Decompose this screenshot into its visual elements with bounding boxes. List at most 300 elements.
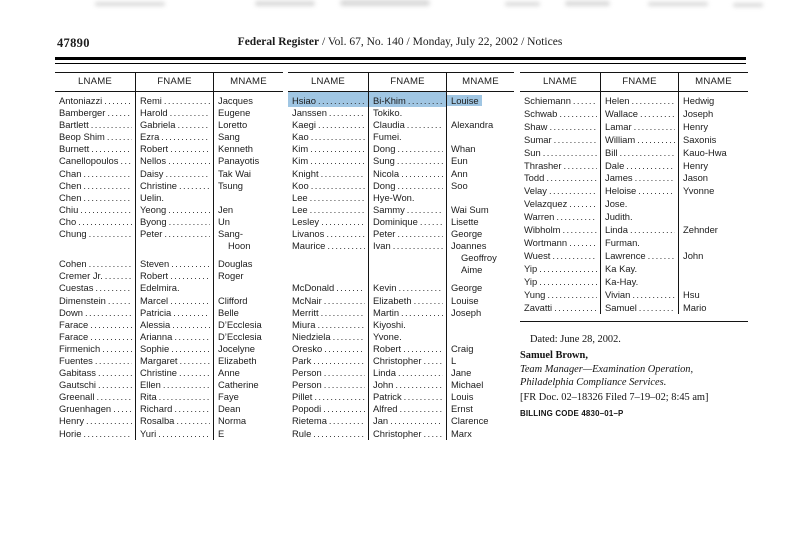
lname-cell — [520, 108, 601, 121]
table-row — [520, 92, 748, 108]
dot-leader — [327, 107, 365, 119]
fname-cell-text: Edelmira. — [140, 282, 180, 294]
fname-cell — [369, 131, 447, 143]
fname-cell-text: Ivan — [373, 240, 391, 252]
mname-cell — [447, 391, 514, 403]
fname-cell — [136, 282, 214, 294]
dot-leader — [630, 289, 675, 302]
dot-leader — [171, 307, 210, 319]
dot-leader — [550, 250, 597, 263]
dot-leader — [315, 319, 365, 331]
mname-line — [218, 403, 283, 415]
table-row — [55, 367, 283, 379]
mname-cell — [447, 428, 514, 440]
table-row — [288, 240, 514, 276]
fname-cell — [601, 147, 679, 160]
mname-column-header: MNAME — [462, 76, 499, 87]
table-row — [520, 160, 748, 173]
table-row — [288, 391, 514, 403]
lname-cell-text: Yip — [524, 262, 538, 274]
fname-cell — [136, 355, 214, 367]
dot-leader — [174, 415, 210, 427]
fname-cell — [136, 379, 214, 391]
table-row — [55, 92, 283, 107]
mname-cell — [447, 92, 514, 107]
lname-cell-text: Shaw — [524, 120, 548, 132]
mname-line — [683, 160, 748, 173]
dot-leader — [81, 168, 132, 180]
fname-cell — [136, 228, 214, 252]
lname-cell-text: Burnett — [59, 143, 90, 155]
table-row — [520, 289, 748, 302]
fname-cell — [601, 92, 679, 108]
dot-leader — [325, 240, 365, 276]
lname-cell — [288, 155, 369, 167]
mname-cell — [214, 192, 283, 204]
table-row — [55, 180, 283, 192]
fname-cell — [601, 185, 679, 198]
dot-leader — [309, 131, 365, 143]
mname-text: Douglas — [218, 258, 253, 270]
fname-cell-text: Fumei. — [373, 131, 402, 143]
fname-cell-text: Rita — [140, 391, 157, 403]
lname-cell — [55, 415, 136, 427]
table-row — [288, 155, 514, 167]
dot-leader — [118, 155, 132, 167]
signer-title-line-1: Team Manager—Examination Operation, — [520, 364, 694, 375]
lname-cell-text: Cremer Jr. — [59, 270, 103, 282]
mname-text: Soo — [451, 179, 468, 191]
fname-cell-text: Ezra — [140, 131, 160, 143]
mname-cell — [679, 302, 748, 315]
highlighted-table-row[interactable] — [288, 92, 514, 107]
mname-text: Jason — [683, 172, 709, 184]
lname-cell — [288, 276, 369, 294]
table-row — [55, 216, 283, 228]
lname-cell — [288, 216, 369, 228]
fname-cell-text: Robert — [140, 270, 169, 282]
fname-cell — [136, 92, 214, 107]
mname-line — [218, 428, 283, 440]
fname-cell — [136, 180, 214, 192]
fname-cell-text: Sung — [373, 155, 395, 167]
mname-cell — [447, 403, 514, 415]
header-rule-thick — [55, 57, 746, 60]
dot-leader — [161, 379, 210, 391]
lname-cell — [288, 391, 369, 403]
fname-cell-text: Uelin. — [140, 191, 164, 203]
fname-cell-text: Remi — [140, 95, 162, 106]
mname-cell — [214, 391, 283, 403]
table-row — [520, 198, 748, 211]
lname-cell-text: Bartlett — [59, 119, 89, 131]
dot-leader — [395, 143, 443, 155]
fname-cell-text: Arianna — [140, 330, 173, 342]
mname-text: Joseph — [451, 306, 482, 318]
dot-leader — [319, 168, 365, 180]
dot-leader — [88, 319, 132, 331]
mname-cell — [214, 319, 283, 331]
dated-line: Dated: June 28, 2002. — [530, 334, 621, 345]
fname-cell-text: Vivian — [605, 288, 631, 300]
dot-leader — [168, 270, 210, 282]
dot-leader — [316, 95, 365, 107]
dot-leader — [322, 367, 365, 379]
fr-doc-line: [FR Doc. 02–18326 Filed 7–19–02; 8:45 am] — [520, 392, 709, 404]
dot-leader — [633, 172, 675, 185]
dot-leader — [322, 295, 365, 307]
dot-leader — [308, 192, 365, 204]
mname-cell — [679, 250, 748, 263]
lname-cell-text: Cho — [59, 215, 77, 227]
dot-leader — [309, 180, 365, 192]
mname-line — [218, 295, 283, 307]
fname-cell-text: Linda — [373, 367, 396, 379]
dot-leader — [632, 121, 675, 134]
mname-line — [451, 252, 514, 264]
mname-text: Joseph — [683, 107, 714, 119]
fname-cell — [136, 343, 214, 355]
fname-cell — [369, 415, 447, 427]
lname-cell — [288, 92, 369, 107]
lname-cell — [55, 192, 136, 204]
lname-cell — [55, 379, 136, 391]
dot-leader — [169, 258, 210, 270]
lname-cell-text: Lee — [292, 203, 308, 215]
table-body — [288, 92, 514, 440]
dot-leader — [168, 107, 210, 119]
lname-cell-text: Sumar — [524, 133, 552, 145]
dot-leader — [630, 95, 676, 108]
lname-cell — [520, 147, 601, 160]
mname-line — [218, 355, 283, 367]
fname-cell — [601, 211, 679, 224]
lname-cell — [288, 143, 369, 155]
mname-text: Faye — [218, 391, 239, 403]
lname-cell-text: Wuest — [524, 249, 551, 261]
dot-leader — [638, 108, 675, 121]
fname-cell-text: Margaret — [140, 354, 178, 366]
table-row — [288, 228, 514, 240]
fname-cell-text: Dominique — [373, 215, 418, 227]
mname-text: Henry — [683, 159, 709, 171]
lname-cell — [55, 92, 136, 107]
table-body — [55, 92, 283, 440]
dot-leader — [537, 276, 597, 289]
dot-leader — [421, 355, 443, 367]
fname-cell — [601, 198, 679, 211]
dot-leader — [327, 415, 365, 427]
mname-cell — [214, 216, 283, 228]
fname-cell-text: James — [605, 172, 633, 184]
mname-cell — [447, 355, 514, 367]
fname-cell-text: Dale — [605, 159, 625, 171]
table-row — [55, 415, 283, 427]
fname-cell — [369, 391, 447, 403]
dot-leader — [646, 250, 675, 263]
mname-line — [451, 240, 514, 252]
table-row — [55, 319, 283, 331]
mname-cell — [447, 168, 514, 180]
lname-cell — [520, 211, 601, 224]
fname-cell-text: Alfred — [373, 403, 398, 415]
mname-text: Dean — [218, 403, 241, 415]
lname-cell-text: Maurice — [292, 240, 326, 252]
dot-leader — [618, 147, 675, 160]
dot-leader — [322, 343, 365, 355]
table-row — [55, 252, 283, 270]
fname-cell-text: Jose. — [605, 198, 628, 210]
fname-cell — [369, 119, 447, 131]
dot-leader — [76, 216, 132, 228]
mname-text: Clarence — [451, 415, 489, 427]
dot-leader — [175, 119, 210, 131]
mname-cell — [214, 168, 283, 180]
table-row — [55, 228, 283, 252]
mname-text: Jane — [451, 367, 472, 379]
dot-leader — [170, 319, 210, 331]
lname-cell — [288, 192, 369, 204]
lname-cell — [55, 107, 136, 119]
lname-cell-text: Cohen — [59, 258, 87, 270]
dot-leader — [81, 192, 132, 204]
mname-cell — [679, 121, 748, 134]
lname-cell — [55, 155, 136, 167]
lname-cell — [288, 228, 369, 240]
mname-cell — [214, 180, 283, 192]
lname-column-header: LNAME — [288, 73, 369, 91]
mname-cell — [447, 307, 514, 319]
lname-cell — [55, 331, 136, 343]
mname-line — [451, 391, 514, 403]
lname-cell — [520, 237, 601, 250]
scan-artifact — [565, 1, 610, 6]
table-row — [55, 331, 283, 343]
mname-line — [683, 289, 748, 302]
dot-leader — [81, 428, 132, 440]
dot-leader — [308, 155, 365, 167]
lname-cell-text: Greenall — [59, 391, 95, 403]
fname-cell — [601, 289, 679, 302]
mname-line — [218, 119, 283, 131]
dot-leader — [393, 379, 443, 391]
fname-cell-text: Bill — [605, 146, 618, 158]
mname-line — [451, 264, 514, 276]
mname-line — [451, 155, 514, 167]
mname-cell — [447, 319, 514, 331]
lname-cell-text: Rule — [292, 427, 312, 439]
table-row — [55, 343, 283, 355]
lname-cell-text: Velay — [524, 185, 547, 197]
table-row — [520, 276, 748, 289]
mname-line — [451, 428, 514, 440]
mname-line — [683, 224, 748, 237]
fname-cell-text: Marcel — [140, 294, 169, 306]
lname-cell — [288, 240, 369, 276]
mname-cell — [447, 107, 514, 119]
mname-text: Joannes — [451, 240, 487, 252]
fname-cell-text: Christopher — [373, 354, 422, 366]
table-row — [288, 331, 514, 343]
table-row — [288, 428, 514, 440]
mname-cell — [214, 379, 283, 391]
mname-line — [218, 379, 283, 391]
fname-cell-text: Elizabeth — [373, 294, 412, 306]
mname-line — [218, 391, 283, 403]
billing-code: BILLING CODE 4830–01–P — [520, 409, 624, 419]
mname-cell — [679, 211, 748, 224]
lname-cell-text: Zavatti — [524, 301, 553, 313]
signer-title-line-2: Philadelphia Compliance Services. — [520, 376, 667, 388]
mname-cell — [447, 155, 514, 167]
mname-text: Marx — [451, 427, 472, 439]
fname-cell — [369, 276, 447, 294]
mname-text: Anne — [218, 367, 240, 379]
dot-leader — [544, 172, 597, 185]
lname-cell — [55, 270, 136, 282]
fname-cell-text: Harold — [140, 107, 168, 119]
lname-cell — [288, 168, 369, 180]
table-row — [55, 131, 283, 143]
page-title-bold: Federal Register — [237, 36, 320, 48]
mname-cell — [214, 143, 283, 155]
lname-cell — [288, 367, 369, 379]
lname-cell — [55, 355, 136, 367]
mname-text: Catherine — [218, 379, 259, 391]
dot-leader — [547, 121, 597, 134]
dot-leader — [89, 119, 132, 131]
mname-cell — [447, 143, 514, 155]
mname-line — [683, 121, 748, 134]
fname-cell — [136, 107, 214, 119]
scan-artifact — [648, 2, 708, 6]
lname-cell — [55, 216, 136, 228]
fname-cell — [136, 331, 214, 343]
fname-cell-text: Christine — [140, 367, 177, 379]
name-table-2 — [288, 72, 514, 440]
lname-cell — [55, 367, 136, 379]
dot-leader — [319, 307, 365, 319]
fname-cell — [601, 134, 679, 147]
dot-leader — [311, 355, 365, 367]
fname-cell — [369, 107, 447, 119]
table-row — [520, 121, 748, 134]
mname-column-header: MNAME — [230, 76, 267, 87]
dot-leader — [312, 391, 365, 403]
mname-cell — [447, 192, 514, 204]
lname-cell-text: Pillet — [292, 391, 313, 403]
mname-line — [218, 155, 283, 167]
fname-cell-text: Alessia — [140, 318, 171, 330]
mname-cell — [214, 131, 283, 143]
fname-cell-text: Linda — [605, 224, 628, 236]
dot-leader — [395, 228, 443, 240]
lname-cell — [55, 143, 136, 155]
lname-cell-text: Kim — [292, 143, 309, 155]
lname-cell — [55, 119, 136, 131]
dot-leader — [624, 160, 675, 173]
table-row — [520, 185, 748, 198]
mname-cell — [447, 331, 514, 343]
dot-leader — [405, 119, 443, 131]
mname-line — [218, 107, 283, 119]
lname-cell — [288, 355, 369, 367]
fname-cell — [369, 192, 447, 204]
dot-leader — [94, 391, 132, 403]
fname-cell-text: Kevin — [373, 282, 397, 294]
dot-leader — [308, 143, 365, 155]
lname-cell — [288, 403, 369, 415]
lname-cell-text: Canellopoulos — [59, 155, 119, 167]
table-row — [55, 155, 283, 167]
mname-text: Norma — [218, 415, 247, 427]
table-row — [55, 204, 283, 216]
scan-artifact — [505, 2, 540, 6]
fname-cell — [369, 343, 447, 355]
mname-cell — [214, 355, 283, 367]
lname-cell-text: Thrasher — [524, 159, 562, 171]
lname-cell — [288, 180, 369, 192]
dot-leader — [567, 198, 597, 211]
table-row — [288, 143, 514, 155]
lname-cell-text: Chan — [59, 167, 82, 179]
table-row — [55, 403, 283, 415]
fname-cell — [601, 250, 679, 263]
table-body — [520, 92, 748, 314]
mname-cell — [214, 92, 283, 107]
fname-cell-text: John — [373, 379, 394, 391]
fname-cell — [136, 143, 214, 155]
lname-cell-text: Chen — [59, 191, 82, 203]
table-row — [520, 211, 748, 224]
fname-cell — [136, 415, 214, 427]
lname-cell-text: Merritt — [292, 306, 319, 318]
fname-cell — [136, 270, 214, 282]
lname-cell-text: Firmenich — [59, 342, 101, 354]
mname-text: Craig — [451, 342, 474, 354]
mname-text: Hsu — [683, 288, 700, 300]
table-row — [55, 307, 283, 319]
fname-cell-text: Kiyoshi. — [373, 318, 406, 330]
fname-cell-text: Patricia — [140, 306, 172, 318]
lname-cell — [520, 276, 601, 289]
lname-cell-text: Livanos — [292, 228, 325, 240]
lname-cell — [55, 131, 136, 143]
mname-text: George — [451, 282, 483, 294]
fname-cell-text: Jan — [373, 415, 389, 427]
dot-leader — [541, 147, 597, 160]
dot-leader — [162, 228, 210, 252]
fname-cell-text: Peter — [373, 228, 396, 240]
fname-cell-text: Christine — [140, 179, 177, 191]
lname-cell-text: Popodi — [292, 403, 322, 415]
fname-cell — [136, 307, 214, 319]
lname-cell-text: Oresko — [292, 342, 323, 354]
lname-cell-text: Yip — [524, 275, 538, 287]
fname-cell-text: Tokiko. — [373, 107, 403, 119]
mname-cell — [214, 204, 283, 216]
table-row — [288, 319, 514, 331]
mname-cell — [679, 172, 748, 185]
mname-text: Saxonis — [683, 133, 717, 145]
dot-leader — [177, 367, 210, 379]
mname-cell — [679, 108, 748, 121]
table-row — [288, 168, 514, 180]
table-row — [288, 192, 514, 204]
lname-cell-text: Niedziela — [292, 330, 331, 342]
dot-leader — [552, 134, 597, 147]
mname-cell — [447, 367, 514, 379]
